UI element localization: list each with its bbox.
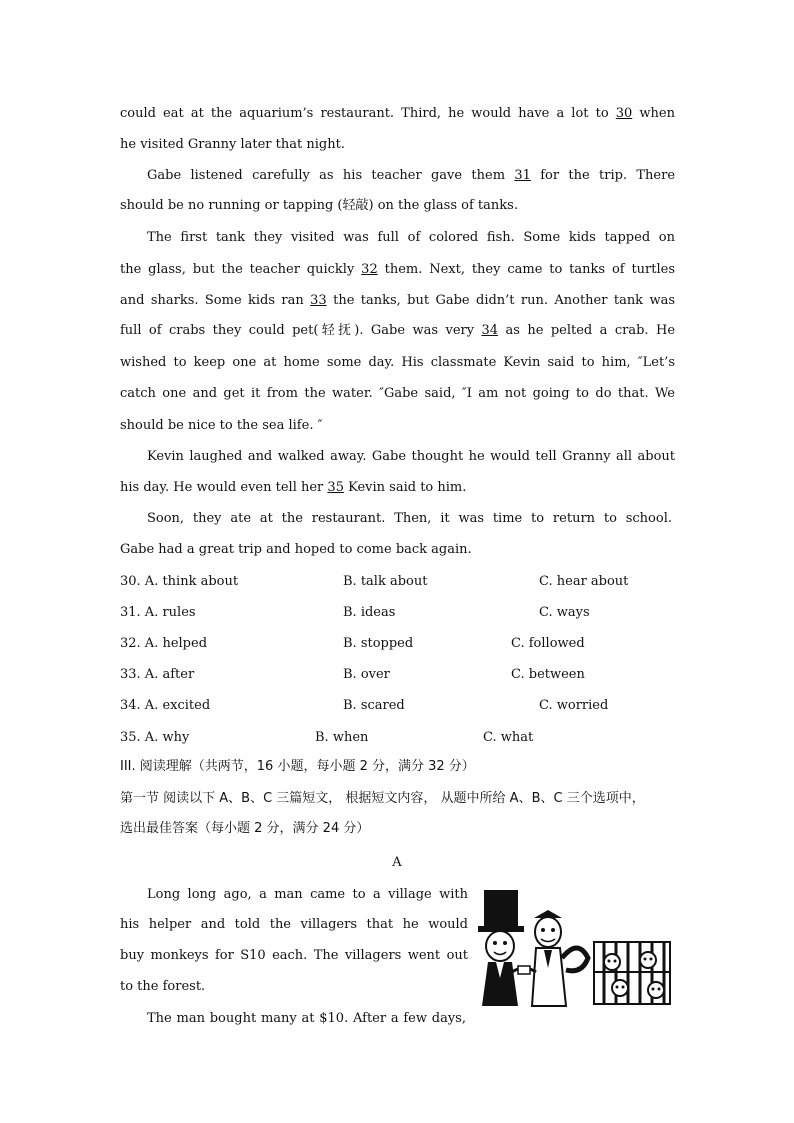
passage-line: should be no running or tapping (轻敲) on the glass of tanks. bbox=[120, 198, 518, 213]
passage-line: wished to keep one at home some day. His classmate Kevin said to him, ″Let’s bbox=[120, 355, 675, 370]
passage-line: Long long ago, a man came to a village with bbox=[147, 887, 468, 902]
option-a-31: 31. A. rules bbox=[120, 605, 196, 620]
option-c-35: C. what bbox=[483, 730, 534, 745]
passage-line: buy monkeys for S10 each. The villagers went out bbox=[120, 948, 468, 963]
passage-label: A bbox=[392, 855, 402, 870]
blank-33: 33 bbox=[310, 293, 327, 308]
blank-35: 35 bbox=[327, 480, 344, 495]
passage-line: he visited Granny later that night. bbox=[120, 137, 345, 152]
text: the tanks, but Gabe didn’t run. Another tank was bbox=[333, 293, 675, 308]
text: Kevin said to him. bbox=[348, 480, 467, 495]
option-a-34: 34. A. excited bbox=[120, 698, 211, 713]
text: the glass, but the teacher quickly bbox=[120, 262, 355, 277]
text: Gabe listened carefully as his teacher gave them bbox=[147, 168, 506, 183]
text: and sharks. Some kids ran bbox=[120, 293, 304, 308]
passage-line: Kevin laughed and walked away. Gabe thought he would tell Granny all about bbox=[147, 449, 675, 464]
text: when bbox=[639, 106, 675, 121]
passage-line bbox=[147, 166, 675, 186]
passage-line bbox=[120, 478, 466, 498]
blank-34: 34 bbox=[481, 323, 499, 338]
option-b-30: B. talk about bbox=[343, 574, 428, 589]
part-instructions: 选出最佳答案（每小题 2 分，满分 24 分） bbox=[120, 821, 370, 836]
section-heading: III. 阅读理解（共两节，16 小题，每小题 2 分，满分 32 分） bbox=[120, 759, 475, 774]
text: for the trip. There bbox=[540, 168, 676, 183]
option-b-33: B. over bbox=[343, 667, 390, 682]
passage-line: to the forest. bbox=[120, 979, 206, 994]
passage-line: should be nice to the sea life. ″ bbox=[120, 418, 323, 433]
blank-30: 30 bbox=[615, 106, 633, 121]
passage-line bbox=[120, 104, 675, 124]
text: full of crabs they could pet(轻抚). Gabe was very bbox=[120, 323, 475, 338]
text: his day. He would even tell her bbox=[120, 480, 324, 495]
option-c-30: C. hear about bbox=[539, 574, 629, 589]
text: them. Next, they came to tanks of turtles bbox=[384, 262, 676, 277]
option-b-34: B. scared bbox=[343, 698, 405, 713]
blank-31: 31 bbox=[514, 168, 531, 183]
passage-line bbox=[120, 260, 675, 280]
option-b-31: B. ideas bbox=[343, 605, 396, 620]
passage-line: The man bought many at $10. After a few days, bbox=[147, 1011, 466, 1026]
option-c-34: C. worried bbox=[539, 698, 609, 713]
blank-32: 32 bbox=[361, 262, 378, 277]
passage-line: The first tank they visited was full of colored fish. Some kids tapped on bbox=[147, 230, 675, 245]
option-a-30: 30. A. think about bbox=[120, 574, 239, 589]
passage-line: his helper and told the villagers that he would bbox=[120, 917, 468, 932]
option-a-35: 35. A. why bbox=[120, 730, 190, 745]
passage-line: Gabe had a great trip and hoped to come back again. bbox=[120, 542, 472, 557]
cartoon-illustration bbox=[478, 888, 674, 1012]
passage-line bbox=[120, 321, 675, 341]
option-b-32: B. stopped bbox=[343, 636, 414, 651]
option-c-32: C. followed bbox=[511, 636, 585, 651]
option-b-35: B. when bbox=[315, 730, 369, 745]
option-a-32: 32. A. helped bbox=[120, 636, 208, 651]
option-c-31: C. ways bbox=[539, 605, 590, 620]
passage-line: catch one and get it from the water. ″Gabe said, ″I am not going to do that. We bbox=[120, 386, 675, 401]
passage-line: Soon, they ate at the restaurant. Then, it was time to return to school. bbox=[147, 511, 672, 526]
text: as he pelted a crab. He bbox=[505, 323, 676, 338]
option-a-33: 33. A. after bbox=[120, 667, 195, 682]
option-c-33: C. between bbox=[511, 667, 585, 682]
part-instructions: 第一节 阅读以下 A、B、C 三篇短文， 根据短文内容， 从题中所给 A、B、C 三个选项中， bbox=[120, 791, 645, 806]
passage-line bbox=[120, 291, 675, 311]
text: could eat at the aquarium’s restaurant. Third, he would have a lot to bbox=[120, 106, 609, 121]
